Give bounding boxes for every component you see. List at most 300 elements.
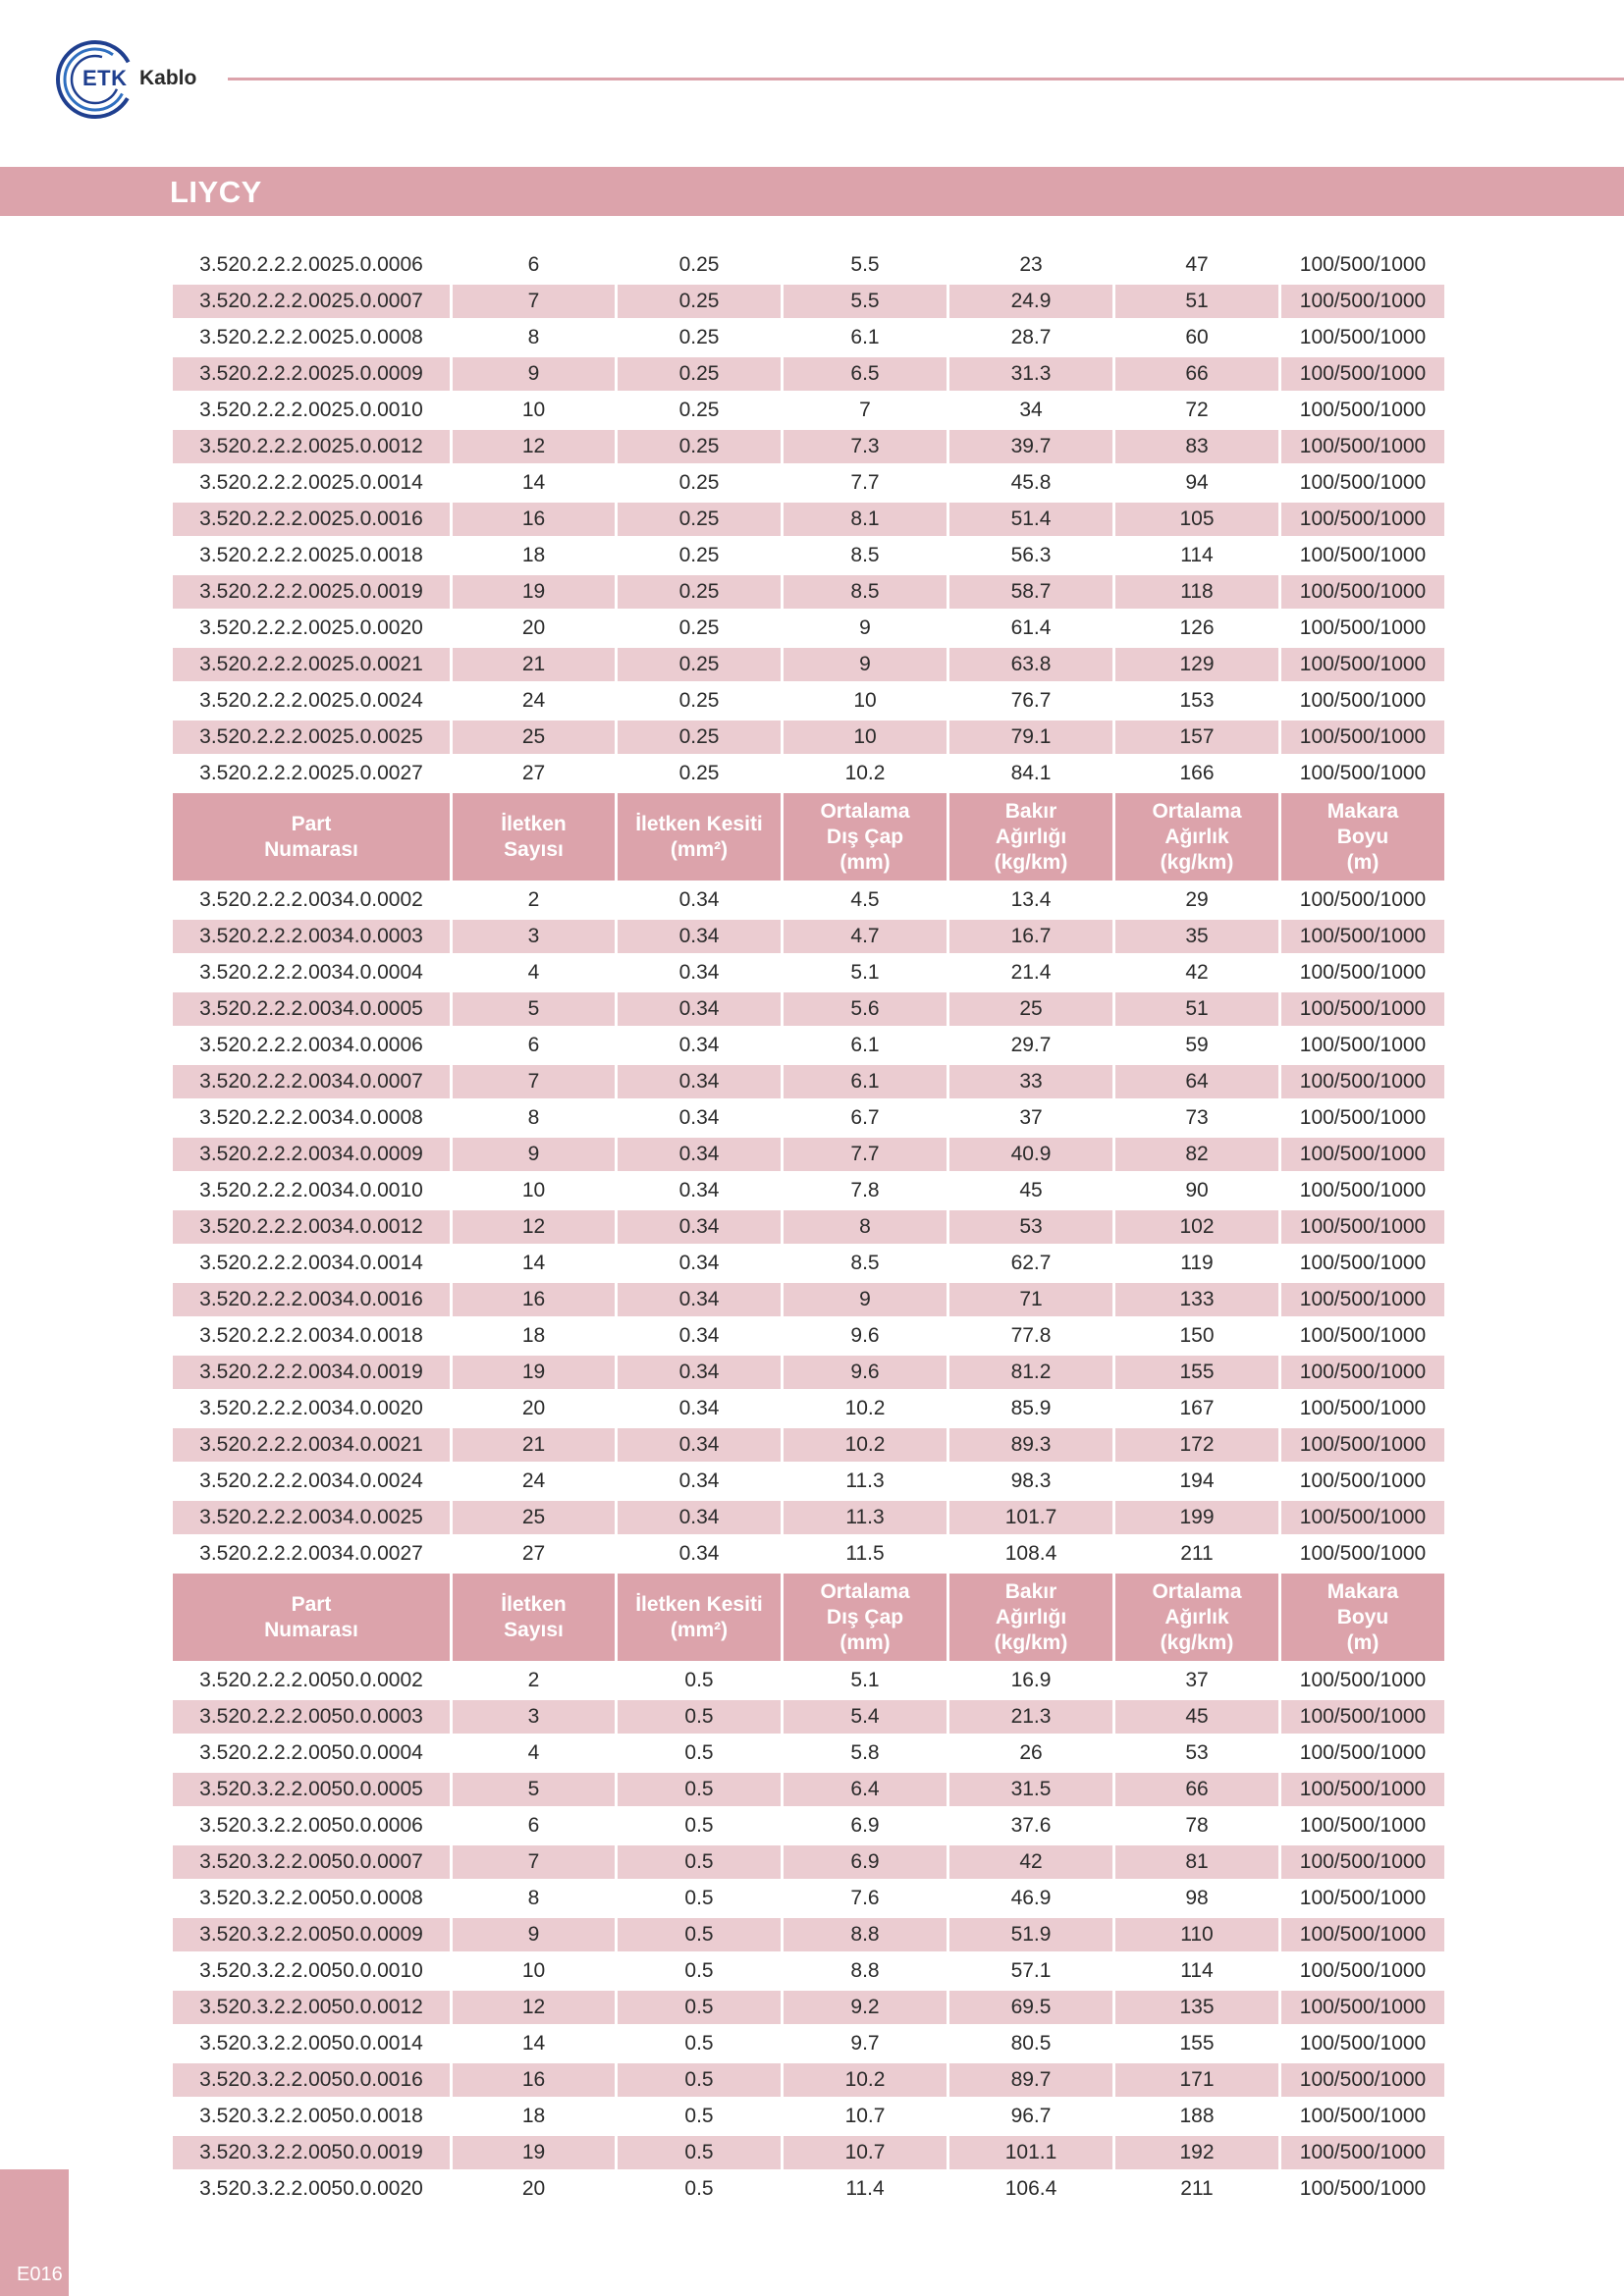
cross-section-cell: 0.25 xyxy=(618,575,781,609)
cross-section-cell: 0.5 xyxy=(618,1954,781,1988)
part-number-cell: 3.520.3.2.2.0050.0.0007 xyxy=(173,1845,450,1879)
outer-diameter-cell: 10.2 xyxy=(784,757,947,790)
conductor-count-cell: 7 xyxy=(453,285,615,318)
reel-length-cell: 100/500/1000 xyxy=(1281,920,1444,953)
reel-length-cell: 100/500/1000 xyxy=(1281,1465,1444,1498)
cross-section-cell: 0.34 xyxy=(618,1138,781,1171)
part-number-cell: 3.520.3.2.2.0050.0.0016 xyxy=(173,2063,450,2097)
average-weight-cell: 51 xyxy=(1115,285,1278,318)
table-row xyxy=(173,1773,1444,1806)
outer-diameter-cell: 5.5 xyxy=(784,248,947,282)
page-number-tab xyxy=(0,2169,69,2296)
cross-section-cell: 0.25 xyxy=(618,321,781,354)
average-weight-cell: 211 xyxy=(1115,2172,1278,2206)
average-weight-cell: 35 xyxy=(1115,920,1278,953)
cross-section-cell: 0.5 xyxy=(618,1700,781,1734)
cross-section-cell: 0.25 xyxy=(618,285,781,318)
reel-length-cell: 100/500/1000 xyxy=(1281,1283,1444,1316)
outer-diameter-cell: 6.1 xyxy=(784,1065,947,1098)
conductor-count-cell: 14 xyxy=(453,2027,615,2060)
conductor-count-cell: 6 xyxy=(453,248,615,282)
copper-weight-cell: 89.3 xyxy=(949,1428,1112,1462)
column-header: Part Numarası xyxy=(173,1574,450,1661)
reel-length-cell: 100/500/1000 xyxy=(1281,1736,1444,1770)
table-row xyxy=(173,2100,1444,2133)
copper-weight-cell: 56.3 xyxy=(949,539,1112,572)
reel-length-cell: 100/500/1000 xyxy=(1281,2136,1444,2169)
cross-section-cell: 0.25 xyxy=(618,394,781,427)
part-number-cell: 3.520.2.2.2.0025.0.0009 xyxy=(173,357,450,391)
part-number-cell: 3.520.3.2.2.0050.0.0006 xyxy=(173,1809,450,1842)
conductor-count-cell: 21 xyxy=(453,648,615,681)
conductor-count-cell: 18 xyxy=(453,539,615,572)
table-row xyxy=(173,1247,1444,1280)
part-number-cell: 3.520.2.2.2.0034.0.0025 xyxy=(173,1501,450,1534)
average-weight-cell: 73 xyxy=(1115,1101,1278,1135)
copper-weight-cell: 42 xyxy=(949,1845,1112,1879)
part-number-cell: 3.520.2.2.2.0034.0.0009 xyxy=(173,1138,450,1171)
copper-weight-cell: 79.1 xyxy=(949,721,1112,754)
outer-diameter-cell: 10.2 xyxy=(784,1428,947,1462)
column-header: Ortalama Ağırlık (kg/km) xyxy=(1115,793,1278,881)
outer-diameter-cell: 5.1 xyxy=(784,1664,947,1697)
column-header: İletken Sayısı xyxy=(453,1574,615,1661)
table-row xyxy=(173,394,1444,427)
cross-section-cell: 0.25 xyxy=(618,539,781,572)
outer-diameter-cell: 11.3 xyxy=(784,1465,947,1498)
cross-section-cell: 0.5 xyxy=(618,1882,781,1915)
copper-weight-cell: 76.7 xyxy=(949,684,1112,718)
column-header: Ortalama Ağırlık (kg/km) xyxy=(1115,1574,1278,1661)
table-row xyxy=(173,539,1444,572)
page-title: LIYCY xyxy=(170,175,262,209)
conductor-count-cell: 19 xyxy=(453,1356,615,1389)
average-weight-cell: 135 xyxy=(1115,1991,1278,2024)
cross-section-cell: 0.34 xyxy=(618,1356,781,1389)
cross-section-cell: 0.25 xyxy=(618,757,781,790)
cross-section-cell: 0.34 xyxy=(618,992,781,1026)
part-number-cell: 3.520.2.2.2.0025.0.0019 xyxy=(173,575,450,609)
average-weight-cell: 192 xyxy=(1115,2136,1278,2169)
outer-diameter-cell: 8.5 xyxy=(784,539,947,572)
logo-kablo-text: Kablo xyxy=(139,67,197,89)
part-number-cell: 3.520.2.2.2.0025.0.0012 xyxy=(173,430,450,463)
conductor-count-cell: 16 xyxy=(453,503,615,536)
average-weight-cell: 150 xyxy=(1115,1319,1278,1353)
part-number-cell: 3.520.2.2.2.0050.0.0002 xyxy=(173,1664,450,1697)
reel-length-cell: 100/500/1000 xyxy=(1281,1700,1444,1734)
part-number-cell: 3.520.3.2.2.0050.0.0010 xyxy=(173,1954,450,1988)
part-number-cell: 3.520.2.2.2.0025.0.0006 xyxy=(173,248,450,282)
reel-length-cell: 100/500/1000 xyxy=(1281,992,1444,1026)
table-row xyxy=(173,1138,1444,1171)
column-header: Bakır Ağırlığı (kg/km) xyxy=(949,793,1112,881)
conductor-count-cell: 24 xyxy=(453,684,615,718)
table-row xyxy=(173,2027,1444,2060)
copper-weight-cell: 61.4 xyxy=(949,612,1112,645)
average-weight-cell: 64 xyxy=(1115,1065,1278,1098)
average-weight-cell: 166 xyxy=(1115,757,1278,790)
conductor-count-cell: 4 xyxy=(453,956,615,989)
outer-diameter-cell: 8.8 xyxy=(784,1918,947,1951)
copper-weight-cell: 51.4 xyxy=(949,503,1112,536)
part-number-cell: 3.520.2.2.2.0025.0.0024 xyxy=(173,684,450,718)
average-weight-cell: 118 xyxy=(1115,575,1278,609)
copper-weight-cell: 26 xyxy=(949,1736,1112,1770)
copper-weight-cell: 21.4 xyxy=(949,956,1112,989)
copper-weight-cell: 108.4 xyxy=(949,1537,1112,1571)
average-weight-cell: 66 xyxy=(1115,1773,1278,1806)
conductor-count-cell: 10 xyxy=(453,1954,615,1988)
reel-length-cell: 100/500/1000 xyxy=(1281,1101,1444,1135)
cross-section-cell: 0.5 xyxy=(618,1845,781,1879)
copper-weight-cell: 45 xyxy=(949,1174,1112,1207)
cross-section-cell: 0.5 xyxy=(618,2172,781,2206)
cross-section-cell: 0.5 xyxy=(618,1773,781,1806)
average-weight-cell: 37 xyxy=(1115,1664,1278,1697)
table-row xyxy=(173,1174,1444,1207)
conductor-count-cell: 6 xyxy=(453,1029,615,1062)
reel-length-cell: 100/500/1000 xyxy=(1281,2172,1444,2206)
part-number-cell: 3.520.3.2.2.0050.0.0012 xyxy=(173,1991,450,2024)
cross-section-cell: 0.34 xyxy=(618,1174,781,1207)
copper-weight-cell: 16.7 xyxy=(949,920,1112,953)
outer-diameter-cell: 7.8 xyxy=(784,1174,947,1207)
part-number-cell: 3.520.2.2.2.0025.0.0018 xyxy=(173,539,450,572)
outer-diameter-cell: 9.6 xyxy=(784,1356,947,1389)
part-number-cell: 3.520.3.2.2.0050.0.0018 xyxy=(173,2100,450,2133)
average-weight-cell: 126 xyxy=(1115,612,1278,645)
column-header: İletken Kesiti (mm²) xyxy=(618,793,781,881)
part-number-cell: 3.520.2.2.2.0034.0.0024 xyxy=(173,1465,450,1498)
table-row xyxy=(173,1991,1444,2024)
conductor-count-cell: 10 xyxy=(453,1174,615,1207)
outer-diameter-cell: 10.7 xyxy=(784,2100,947,2133)
spec-table-body xyxy=(173,248,1444,2206)
table-row xyxy=(173,1736,1444,1770)
reel-length-cell: 100/500/1000 xyxy=(1281,1664,1444,1697)
part-number-cell: 3.520.3.2.2.0050.0.0008 xyxy=(173,1882,450,1915)
reel-length-cell: 100/500/1000 xyxy=(1281,2063,1444,2097)
page-number: E016 xyxy=(17,2264,63,2285)
copper-weight-cell: 34 xyxy=(949,394,1112,427)
table-row xyxy=(173,1029,1444,1062)
conductor-count-cell: 8 xyxy=(453,1882,615,1915)
table-row xyxy=(173,1283,1444,1316)
copper-weight-cell: 81.2 xyxy=(949,1356,1112,1389)
part-number-cell: 3.520.2.2.2.0034.0.0012 xyxy=(173,1210,450,1244)
reel-length-cell: 100/500/1000 xyxy=(1281,1501,1444,1534)
copper-weight-cell: 98.3 xyxy=(949,1465,1112,1498)
average-weight-cell: 153 xyxy=(1115,684,1278,718)
average-weight-cell: 60 xyxy=(1115,321,1278,354)
table-row xyxy=(173,1065,1444,1098)
cross-section-cell: 0.5 xyxy=(618,1918,781,1951)
conductor-count-cell: 24 xyxy=(453,1465,615,1498)
outer-diameter-cell: 5.6 xyxy=(784,992,947,1026)
reel-length-cell: 100/500/1000 xyxy=(1281,394,1444,427)
cross-section-cell: 0.34 xyxy=(618,1247,781,1280)
outer-diameter-cell: 6.7 xyxy=(784,1101,947,1135)
copper-weight-cell: 85.9 xyxy=(949,1392,1112,1425)
conductor-count-cell: 2 xyxy=(453,1664,615,1697)
copper-weight-cell: 46.9 xyxy=(949,1882,1112,1915)
copper-weight-cell: 21.3 xyxy=(949,1700,1112,1734)
copper-weight-cell: 101.1 xyxy=(949,2136,1112,2169)
copper-weight-cell: 89.7 xyxy=(949,2063,1112,2097)
copper-weight-cell: 84.1 xyxy=(949,757,1112,790)
copper-weight-cell: 101.7 xyxy=(949,1501,1112,1534)
table-row xyxy=(173,612,1444,645)
copper-weight-cell: 80.5 xyxy=(949,2027,1112,2060)
part-number-cell: 3.520.3.2.2.0050.0.0014 xyxy=(173,2027,450,2060)
copper-weight-cell: 39.7 xyxy=(949,430,1112,463)
conductor-count-cell: 27 xyxy=(453,1537,615,1571)
average-weight-cell: 167 xyxy=(1115,1392,1278,1425)
cross-section-cell: 0.34 xyxy=(618,1065,781,1098)
cross-section-cell: 0.34 xyxy=(618,1465,781,1498)
part-number-cell: 3.520.2.2.2.0034.0.0008 xyxy=(173,1101,450,1135)
average-weight-cell: 47 xyxy=(1115,248,1278,282)
outer-diameter-cell: 6.9 xyxy=(784,1845,947,1879)
average-weight-cell: 42 xyxy=(1115,956,1278,989)
copper-weight-cell: 71 xyxy=(949,1283,1112,1316)
average-weight-cell: 114 xyxy=(1115,539,1278,572)
column-header: İletken Sayısı xyxy=(453,793,615,881)
table-row xyxy=(173,1664,1444,1697)
conductor-count-cell: 2 xyxy=(453,883,615,917)
table-header-row xyxy=(173,1574,1444,1661)
average-weight-cell: 114 xyxy=(1115,1954,1278,1988)
copper-weight-cell: 33 xyxy=(949,1065,1112,1098)
conductor-count-cell: 3 xyxy=(453,920,615,953)
outer-diameter-cell: 10.2 xyxy=(784,2063,947,2097)
reel-length-cell: 100/500/1000 xyxy=(1281,612,1444,645)
table-row xyxy=(173,2063,1444,2097)
part-number-cell: 3.520.2.2.2.0034.0.0019 xyxy=(173,1356,450,1389)
part-number-cell: 3.520.2.2.2.0050.0.0003 xyxy=(173,1700,450,1734)
average-weight-cell: 119 xyxy=(1115,1247,1278,1280)
cross-section-cell: 0.34 xyxy=(618,1428,781,1462)
part-number-cell: 3.520.2.2.2.0034.0.0020 xyxy=(173,1392,450,1425)
outer-diameter-cell: 9.2 xyxy=(784,1991,947,2024)
table-row xyxy=(173,1465,1444,1498)
average-weight-cell: 172 xyxy=(1115,1428,1278,1462)
part-number-cell: 3.520.2.2.2.0050.0.0004 xyxy=(173,1736,450,1770)
part-number-cell: 3.520.2.2.2.0025.0.0010 xyxy=(173,394,450,427)
reel-length-cell: 100/500/1000 xyxy=(1281,357,1444,391)
cross-section-cell: 0.34 xyxy=(618,1537,781,1571)
cross-section-cell: 0.25 xyxy=(618,503,781,536)
reel-length-cell: 100/500/1000 xyxy=(1281,2100,1444,2133)
part-number-cell: 3.520.2.2.2.0034.0.0005 xyxy=(173,992,450,1026)
average-weight-cell: 51 xyxy=(1115,992,1278,1026)
conductor-count-cell: 16 xyxy=(453,1283,615,1316)
outer-diameter-cell: 8.1 xyxy=(784,503,947,536)
reel-length-cell: 100/500/1000 xyxy=(1281,1882,1444,1915)
table-row xyxy=(173,466,1444,500)
cross-section-cell: 0.5 xyxy=(618,1809,781,1842)
table-row xyxy=(173,575,1444,609)
reel-length-cell: 100/500/1000 xyxy=(1281,466,1444,500)
cross-section-cell: 0.34 xyxy=(618,883,781,917)
average-weight-cell: 45 xyxy=(1115,1700,1278,1734)
reel-length-cell: 100/500/1000 xyxy=(1281,321,1444,354)
table-row xyxy=(173,2172,1444,2206)
reel-length-cell: 100/500/1000 xyxy=(1281,575,1444,609)
table-row xyxy=(173,1501,1444,1534)
part-number-cell: 3.520.2.2.2.0025.0.0007 xyxy=(173,285,450,318)
cross-section-cell: 0.34 xyxy=(618,1392,781,1425)
copper-weight-cell: 69.5 xyxy=(949,1991,1112,2024)
average-weight-cell: 194 xyxy=(1115,1465,1278,1498)
cross-section-cell: 0.5 xyxy=(618,1991,781,2024)
table-header-row xyxy=(173,793,1444,881)
outer-diameter-cell: 4.7 xyxy=(784,920,947,953)
conductor-count-cell: 9 xyxy=(453,357,615,391)
average-weight-cell: 59 xyxy=(1115,1029,1278,1062)
cross-section-cell: 0.25 xyxy=(618,721,781,754)
part-number-cell: 3.520.3.2.2.0050.0.0020 xyxy=(173,2172,450,2206)
part-number-cell: 3.520.2.2.2.0025.0.0027 xyxy=(173,757,450,790)
outer-diameter-cell: 6.1 xyxy=(784,321,947,354)
table-row xyxy=(173,721,1444,754)
outer-diameter-cell: 10 xyxy=(784,721,947,754)
outer-diameter-cell: 7 xyxy=(784,394,947,427)
column-header: Ortalama Dış Çap (mm) xyxy=(784,1574,947,1661)
average-weight-cell: 66 xyxy=(1115,357,1278,391)
outer-diameter-cell: 7.7 xyxy=(784,1138,947,1171)
table-row xyxy=(173,1428,1444,1462)
conductor-count-cell: 19 xyxy=(453,575,615,609)
reel-length-cell: 100/500/1000 xyxy=(1281,1918,1444,1951)
conductor-count-cell: 25 xyxy=(453,1501,615,1534)
table-row xyxy=(173,1319,1444,1353)
cross-section-cell: 0.5 xyxy=(618,1736,781,1770)
table-row xyxy=(173,503,1444,536)
average-weight-cell: 188 xyxy=(1115,2100,1278,2133)
cross-section-cell: 0.34 xyxy=(618,1283,781,1316)
cross-section-cell: 0.25 xyxy=(618,612,781,645)
copper-weight-cell: 53 xyxy=(949,1210,1112,1244)
average-weight-cell: 53 xyxy=(1115,1736,1278,1770)
average-weight-cell: 110 xyxy=(1115,1918,1278,1951)
part-number-cell: 3.520.2.2.2.0034.0.0016 xyxy=(173,1283,450,1316)
reel-length-cell: 100/500/1000 xyxy=(1281,757,1444,790)
cross-section-cell: 0.34 xyxy=(618,920,781,953)
copper-weight-cell: 96.7 xyxy=(949,2100,1112,2133)
spec-table xyxy=(170,245,1447,2209)
title-band xyxy=(0,167,1624,216)
cross-section-cell: 0.5 xyxy=(618,2136,781,2169)
reel-length-cell: 100/500/1000 xyxy=(1281,1210,1444,1244)
table-row xyxy=(173,1101,1444,1135)
copper-weight-cell: 62.7 xyxy=(949,1247,1112,1280)
table-row xyxy=(173,757,1444,790)
reel-length-cell: 100/500/1000 xyxy=(1281,956,1444,989)
part-number-cell: 3.520.2.2.2.0034.0.0003 xyxy=(173,920,450,953)
copper-weight-cell: 28.7 xyxy=(949,321,1112,354)
outer-diameter-cell: 7.6 xyxy=(784,1882,947,1915)
cross-section-cell: 0.5 xyxy=(618,2100,781,2133)
copper-weight-cell: 58.7 xyxy=(949,575,1112,609)
conductor-count-cell: 4 xyxy=(453,1736,615,1770)
outer-diameter-cell: 6.9 xyxy=(784,1809,947,1842)
part-number-cell: 3.520.2.2.2.0025.0.0016 xyxy=(173,503,450,536)
reel-length-cell: 100/500/1000 xyxy=(1281,1991,1444,2024)
part-number-cell: 3.520.2.2.2.0034.0.0002 xyxy=(173,883,450,917)
outer-diameter-cell: 6.1 xyxy=(784,1029,947,1062)
table-row xyxy=(173,430,1444,463)
average-weight-cell: 90 xyxy=(1115,1174,1278,1207)
column-header: Part Numarası xyxy=(173,793,450,881)
outer-diameter-cell: 11.3 xyxy=(784,1501,947,1534)
conductor-count-cell: 25 xyxy=(453,721,615,754)
table-row xyxy=(173,1700,1444,1734)
part-number-cell: 3.520.2.2.2.0025.0.0014 xyxy=(173,466,450,500)
average-weight-cell: 29 xyxy=(1115,883,1278,917)
copper-weight-cell: 37.6 xyxy=(949,1809,1112,1842)
table-row xyxy=(173,1918,1444,1951)
cross-section-cell: 0.25 xyxy=(618,430,781,463)
column-header: Ortalama Dış Çap (mm) xyxy=(784,793,947,881)
table-row xyxy=(173,1537,1444,1571)
part-number-cell: 3.520.2.2.2.0025.0.0008 xyxy=(173,321,450,354)
copper-weight-cell: 29.7 xyxy=(949,1029,1112,1062)
cross-section-cell: 0.5 xyxy=(618,2027,781,2060)
table-row xyxy=(173,1392,1444,1425)
etk-kablo-logo xyxy=(53,37,210,122)
conductor-count-cell: 6 xyxy=(453,1809,615,1842)
conductor-count-cell: 8 xyxy=(453,321,615,354)
outer-diameter-cell: 8.5 xyxy=(784,1247,947,1280)
reel-length-cell: 100/500/1000 xyxy=(1281,1773,1444,1806)
column-header: Bakır Ağırlığı (kg/km) xyxy=(949,1574,1112,1661)
conductor-count-cell: 9 xyxy=(453,1138,615,1171)
conductor-count-cell: 8 xyxy=(453,1101,615,1135)
copper-weight-cell: 57.1 xyxy=(949,1954,1112,1988)
conductor-count-cell: 20 xyxy=(453,612,615,645)
column-header: Makara Boyu (m) xyxy=(1281,793,1444,881)
conductor-count-cell: 19 xyxy=(453,2136,615,2169)
outer-diameter-cell: 5.5 xyxy=(784,285,947,318)
conductor-count-cell: 7 xyxy=(453,1845,615,1879)
part-number-cell: 3.520.2.2.2.0025.0.0025 xyxy=(173,721,450,754)
table-row xyxy=(173,357,1444,391)
cross-section-cell: 0.34 xyxy=(618,1101,781,1135)
table-row xyxy=(173,956,1444,989)
cross-section-cell: 0.34 xyxy=(618,956,781,989)
outer-diameter-cell: 7.3 xyxy=(784,430,947,463)
conductor-count-cell: 14 xyxy=(453,1247,615,1280)
cross-section-cell: 0.34 xyxy=(618,1501,781,1534)
conductor-count-cell: 12 xyxy=(453,1991,615,2024)
table-row xyxy=(173,1356,1444,1389)
conductor-count-cell: 18 xyxy=(453,1319,615,1353)
outer-diameter-cell: 9.6 xyxy=(784,1319,947,1353)
average-weight-cell: 211 xyxy=(1115,1537,1278,1571)
outer-diameter-cell: 5.8 xyxy=(784,1736,947,1770)
table-row xyxy=(173,1809,1444,1842)
average-weight-cell: 155 xyxy=(1115,1356,1278,1389)
reel-length-cell: 100/500/1000 xyxy=(1281,1138,1444,1171)
copper-weight-cell: 77.8 xyxy=(949,1319,1112,1353)
average-weight-cell: 82 xyxy=(1115,1138,1278,1171)
table-row xyxy=(173,321,1444,354)
table-row xyxy=(173,920,1444,953)
outer-diameter-cell: 8 xyxy=(784,1210,947,1244)
cross-section-cell: 0.25 xyxy=(618,684,781,718)
